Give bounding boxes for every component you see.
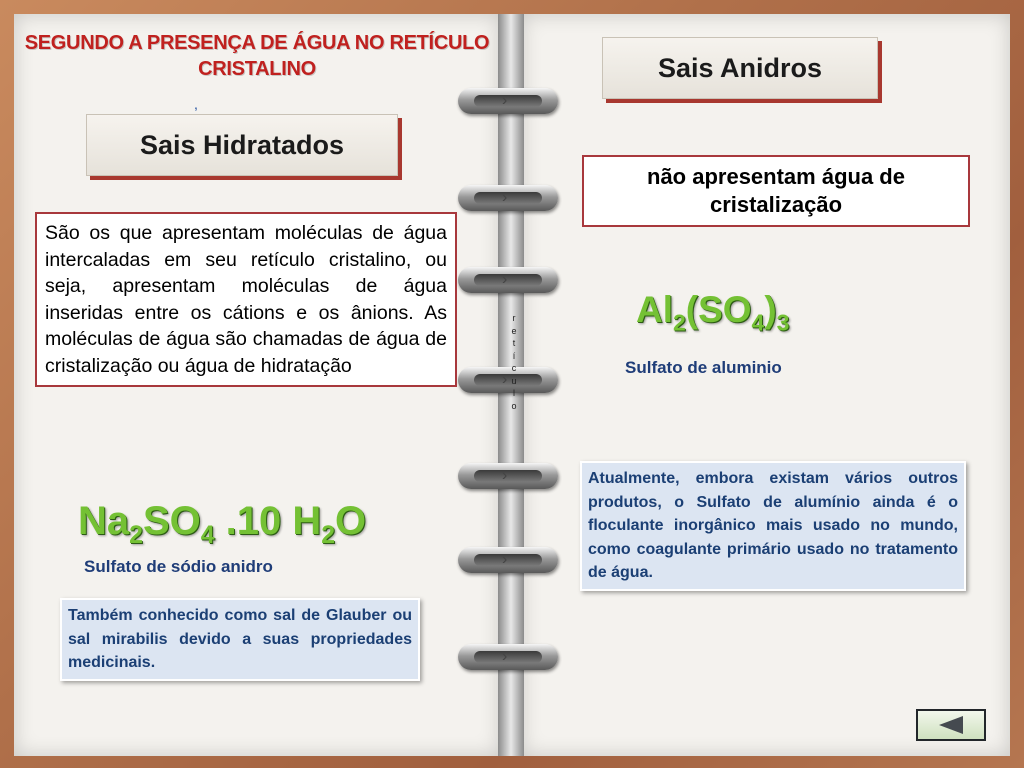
binder-ring-icon: › <box>458 88 558 114</box>
spine-letter: c <box>511 363 517 373</box>
definition-hidratados: São os que apresentam moléculas de água intercaladas em seu retículo cristalino, ou seja, apresentam moléculas de água inseridas entre os cátions e os ânions. As moléculas de água são chamadas de água de cristalização ou água de hidratação <box>35 212 457 387</box>
binder-ring-icon: › <box>458 547 558 573</box>
note-aluminium-sulfate-use: Atualmente, embora existam vários outros produtos, o Sulfato de alumínio ainda é o floculante inorgânico mais usado no mundo, como coagulante primário usado no tratamento de água. <box>580 461 966 591</box>
binder-ring-icon: › <box>458 463 558 489</box>
spine-letter: u <box>511 375 517 386</box>
note-glauber-salt: Também conhecido como sal de Glauber ou sal mirabilis devido a suas propriedades medicinais. <box>60 598 420 681</box>
formula-sodium-sulfate: $Na_2SO_4$ .10 $H_2O$ <box>78 499 367 549</box>
right-page <box>522 14 1010 756</box>
heading-sais-hidratados: Sais Hidratados <box>86 114 398 176</box>
heading-sais-anidros: Sais Anidros <box>602 37 878 99</box>
spine-vertical-word <box>508 312 520 412</box>
spine-letter: í <box>512 350 516 361</box>
spine-letter: e <box>511 325 517 336</box>
spine-letter: t <box>512 338 516 348</box>
back-triangle-icon <box>939 716 963 734</box>
formula-aluminium-sulfate: $Al_2(SO_4)_3$ <box>636 289 790 336</box>
spine-letter: l <box>513 388 515 398</box>
caption-sodium-sulfate: Sulfato de sódio anidro <box>84 557 273 576</box>
caption-aluminium-sulfate: Sulfato de aluminio <box>625 358 782 377</box>
page-title: SEGUNDO A PRESENÇA DE ÁGUA NO RETÍCULO CRISTALINO <box>24 32 490 80</box>
binder-ring-icon: › <box>458 367 558 393</box>
binder-ring-icon: › <box>458 267 558 293</box>
spine-letter: o <box>511 400 517 411</box>
spine-letter: r <box>512 313 516 323</box>
decorative-dot: , <box>194 96 198 112</box>
definition-anidros-text: não apresentam água de cristalização <box>647 164 905 217</box>
back-button[interactable] <box>916 709 986 741</box>
binder-ring-icon: › <box>458 185 558 211</box>
binder-ring-icon: › <box>458 644 558 670</box>
definition-anidros <box>582 155 970 227</box>
back-button-face <box>918 711 984 739</box>
